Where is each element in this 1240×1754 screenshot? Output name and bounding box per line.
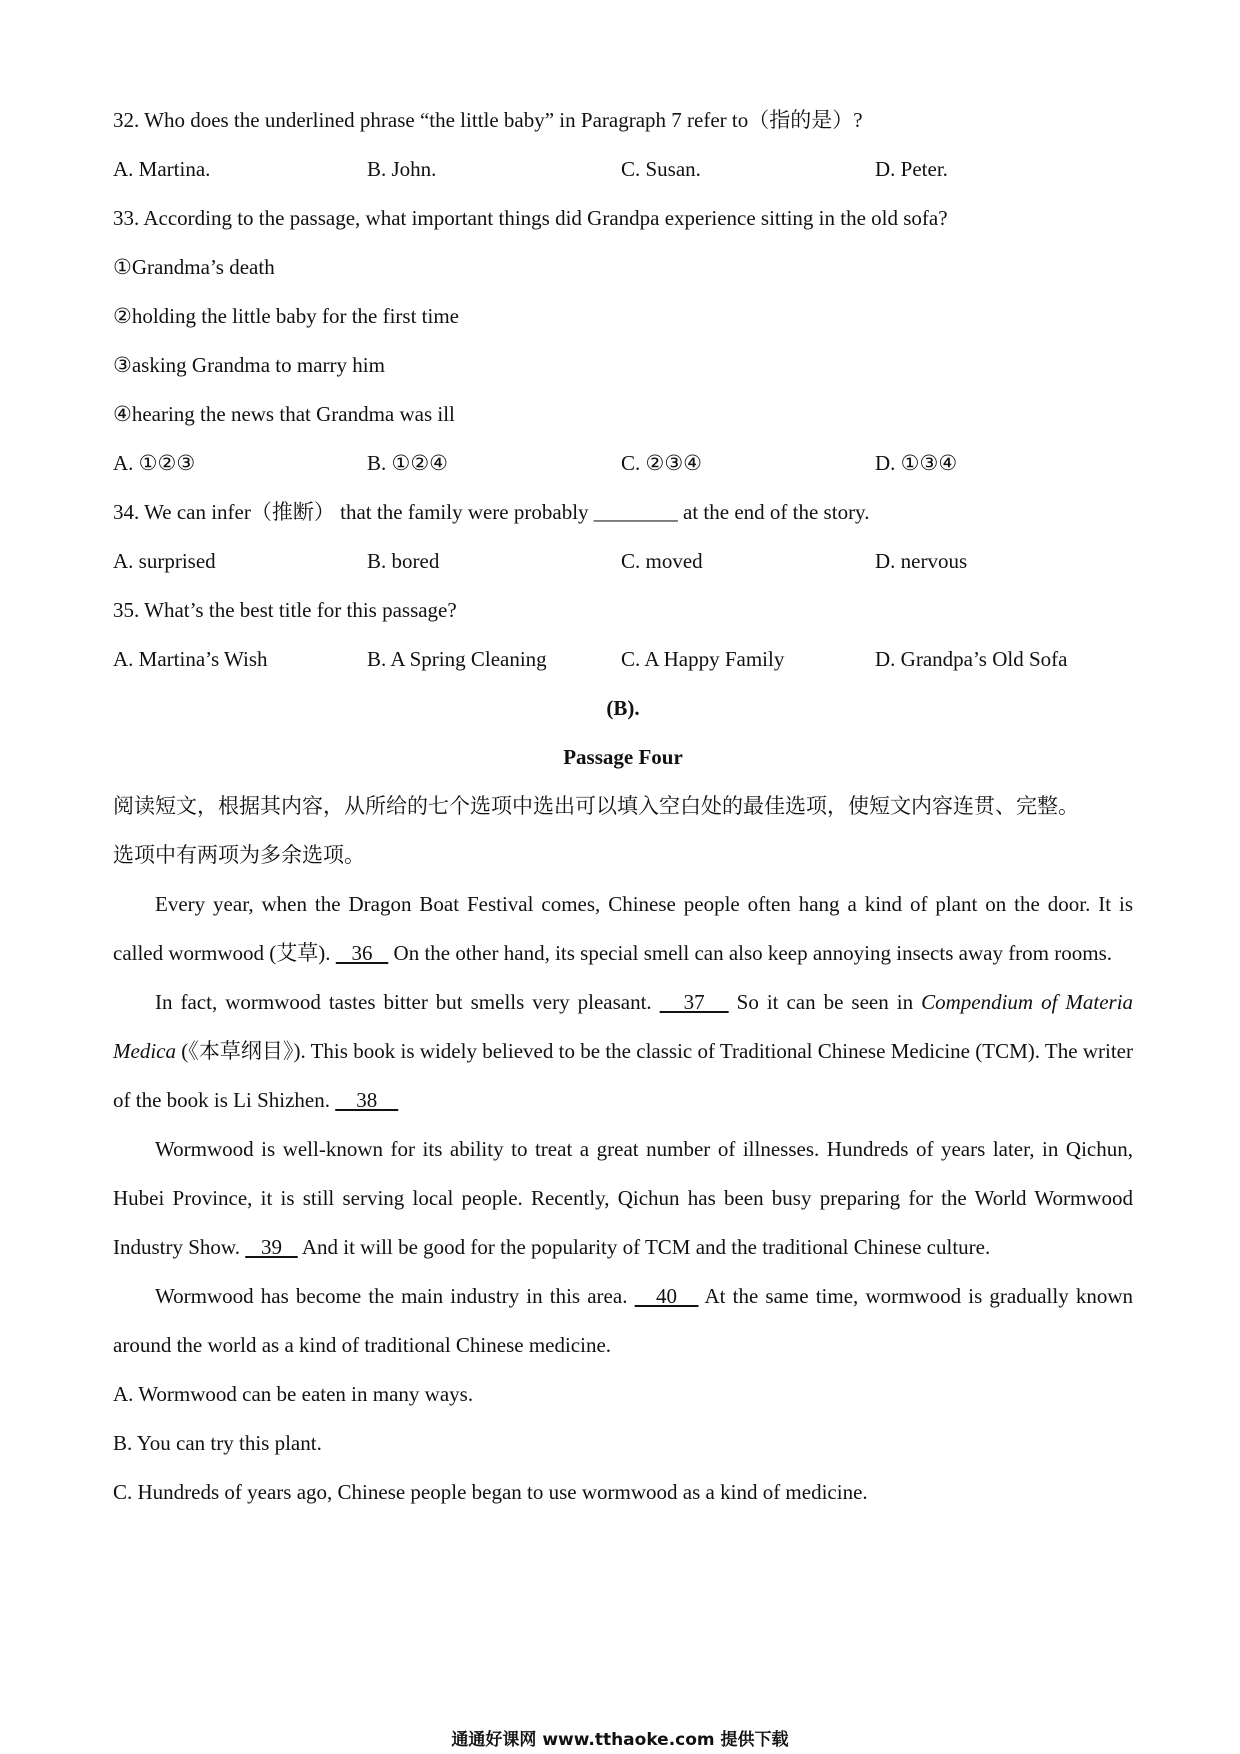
- option-d: D. nervous: [875, 549, 968, 573]
- page-footer: 通通好课网 www.tthaoke.com 提供下载: [451, 1730, 789, 1750]
- blank-39: 39: [245, 1235, 298, 1259]
- paragraph-text: Wormwood has become the main industry in this area.: [155, 1284, 628, 1308]
- question-32-stem: 32. Who does the underlined phrase “the little baby” in Paragraph 7 refer to（指的是）?: [113, 108, 863, 132]
- choice-b: B. You can try this plant.: [113, 1431, 322, 1455]
- blank-40: 40: [634, 1284, 699, 1308]
- question-34-stem-after: at the end of the story.: [683, 500, 870, 524]
- question-34-options: [113, 537, 1133, 586]
- paragraph-text: In fact, wormwood tastes bitter but smells very pleasant.: [155, 990, 652, 1014]
- document-page: [113, 96, 1133, 1517]
- option-a: A. Martina’s Wish: [113, 647, 268, 671]
- question-34-blank: ________: [593, 500, 678, 524]
- instruction-line-2: 选项中有两项为多余选项。: [113, 843, 365, 867]
- paragraph-text: At the same time, wormwood is gradually known around the world as a kind of traditional Chinese medicine.: [113, 1284, 1134, 1357]
- question-35-stem: 35. What’s the best title for this passage?: [113, 598, 457, 622]
- question-35-options: [113, 635, 1133, 684]
- option-d: D. Grandpa’s Old Sofa: [875, 647, 1068, 671]
- option-a: A. Martina.: [113, 157, 211, 181]
- option-b: B. A Spring Cleaning: [367, 647, 547, 671]
- paragraph-text: On the other hand, its special smell can also keep annoying insects away from rooms.: [393, 941, 1113, 965]
- passage-title: Passage Four: [563, 745, 683, 769]
- question-32-options: [113, 145, 1133, 194]
- option-c: C. moved: [621, 549, 703, 573]
- instruction-line-1: 阅读短文，根据其内容，从所给的七个选项中选出可以填入空白处的最佳选项，使短文内容连贯、完整。: [113, 794, 1079, 818]
- question-33-item-3: ③asking Grandma to marry him: [113, 353, 385, 377]
- option-b: B. bored: [367, 549, 440, 573]
- blank-36: 36: [335, 941, 389, 965]
- option-a: A. surprised: [113, 549, 216, 573]
- option-c: C. ②③④: [621, 451, 702, 475]
- question-33-stem: 33. According to the passage, what important things did Grandpa experience sitting in the old sofa?: [113, 206, 948, 230]
- blank-37: 37: [659, 990, 729, 1014]
- question-33-item-4: ④hearing the news that Grandma was ill: [113, 402, 455, 426]
- passage-paragraph-1: [113, 880, 1133, 978]
- question-33-item-1: ①Grandma’s death: [113, 255, 275, 279]
- question-33-item-2: ②holding the little baby for the first time: [113, 304, 460, 328]
- paragraph-text: Every year, when the Dragon Boat Festival comes, Chinese people often hang a kind of plant on the door. It is called wormwood (艾草).: [113, 892, 1133, 965]
- option-b: B. John.: [367, 157, 437, 181]
- book-title: Compendium of Materia Medica: [113, 990, 1134, 1063]
- choice-a: A. Wormwood can be eaten in many ways.: [113, 1382, 474, 1406]
- passage-paragraph-4: [113, 1272, 1133, 1370]
- option-c: C. Susan.: [621, 157, 701, 181]
- question-34-stem: [113, 488, 1133, 537]
- paragraph-text: So it can be seen in: [736, 990, 914, 1014]
- section-label: (B).: [606, 696, 640, 720]
- choice-c: C. Hundreds of years ago, Chinese people began to use wormwood as a kind of medicine.: [113, 1480, 868, 1504]
- paragraph-text: Wormwood is well-known for its ability to treat a great number of illnesses. Hundreds of years later, in Qichun, Hubei Province, it is still serving local people. Recently, Qichun has been busy preparing for the World Wormwood Industry Show.: [113, 1137, 1133, 1259]
- option-d: D. Peter.: [875, 157, 948, 181]
- blank-38: 38: [335, 1088, 399, 1112]
- question-33-options: [113, 439, 1133, 488]
- paragraph-text: (《本草纲目》). This book is widely believed to be the classic of Traditional Chinese Medicine (TCM). The writer of the book is Li Shizhen.: [113, 1039, 1133, 1112]
- option-b: B. ①②④: [367, 451, 448, 475]
- paragraph-text: And it will be good for the popularity of TCM and the traditional Chinese culture.: [301, 1235, 991, 1259]
- option-a: A. ①②③: [113, 451, 196, 475]
- option-d: D. ①③④: [875, 451, 958, 475]
- option-c: C. A Happy Family: [621, 647, 785, 671]
- passage-paragraph-3: [113, 1125, 1133, 1272]
- question-34-stem-before: 34. We can infer（推断） that the family were probably: [113, 500, 589, 524]
- passage-paragraph-2: [113, 978, 1133, 1125]
